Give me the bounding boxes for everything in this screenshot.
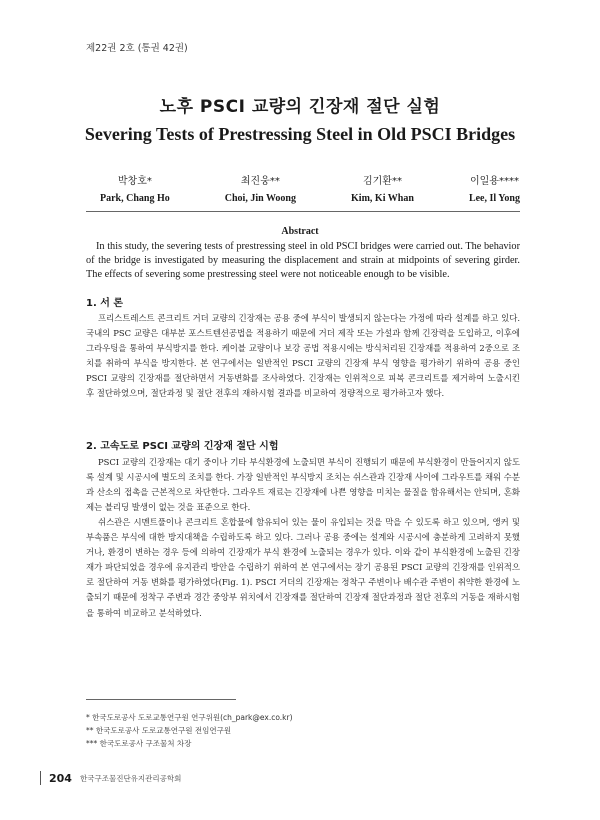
author-name-english: Lee, Il Yong: [468, 193, 520, 204]
author-name-korean: 이일용****: [469, 176, 519, 187]
section-paragraph: 프리스트레스트 콘크리트 거더 교량의 긴장재는 공용 중에 부식이 발생되지 않는다는 가정에 따라 설계를 하고 있다. 국내의 PSC 교량은 대부분 포스트텐션공법을 적용하기 때문에 거더 제작 또는 가설과 함께 긴장력을 도입하고, 이후에 그라우팅을 통하여 부식방지를 한다. 케이블 교량이나 보강 공법 적용시에는 방식처리된 긴장재를 적용하여 2중으로 조치를 취하여 부식을 방지한다. 본 연구에서는 일반적인 PSCI 교량의 긴장재 부식 영향을 평가하기 위하여 공용 중인 PSCI 교량의 긴장재를 절단하면서 거동변화를 조사하였다. 긴장재는 인위적으로 피복 콘크리트를 제거하여 노출시킨 후 절단하였으며, 절단과정 및 절단 전후의 재하시험 결과를 비교하여 정량적으로 평가하고자 했다.: [86, 313, 520, 399]
footnote: *** 한국도로공사 구조물처 차장: [86, 739, 192, 748]
author-2: [225, 172, 296, 204]
section-heading-introduction: 1. 서 론: [86, 298, 124, 309]
page-number: 204: [49, 771, 72, 785]
page-footer: [40, 771, 181, 785]
author-name-korean: 최진웅**: [240, 176, 280, 187]
footer-bar: [40, 771, 41, 785]
section-paragraph: PSCI 교량의 긴장재는 대기 중이나 기타 부식환경에 노출되면 부식이 진행되기 때문에 부식환경이 만들어지지 않도록 설계 및 시공시에 별도의 조치를 한다. 가장 일반적인 부식방지 조치는 쉬스관과 긴장재 사이에 그라우트를 채워 수분과 산소의 접촉을 근본적으로 차단한다. 그라우트 재료는 긴장재에 나쁜 영향을 미치는 물질을 함유해서는 안되며, 혼화제는 블리딩 발생이 없는 것을 표준으로 한다.: [86, 457, 520, 513]
volume-header: 제22권 2호 (통권 42권): [86, 43, 188, 54]
abstract-text: In this study, the severing tests of prestressing steel in old PSCI bridges were carried out. The behavior of the bridge is investigated by measuring the displacement and strain at midpoints of severing girder. The effects of severing some prestressing steel were not noticeable enough to be visible.: [86, 241, 520, 280]
journal-name: 한국구조물진단유지관리공학회: [79, 773, 182, 783]
section-heading-severing-test: 2. 고속도로 PSCI 교량의 긴장재 절단 시험: [86, 441, 279, 452]
author-4: [469, 172, 520, 204]
abstract-heading: Abstract: [281, 226, 319, 237]
author-list: [100, 172, 520, 204]
footnote: * 한국도로공사 도로교통연구원 연구위원(ch_park@ex.co.kr): [86, 713, 293, 722]
divider: [86, 211, 520, 212]
footnote-divider: [86, 699, 236, 700]
author-name-korean: 박창호*: [117, 176, 152, 187]
footnote: ** 한국도로공사 도로교통연구원 전임연구원: [86, 726, 232, 735]
author-1: [100, 172, 170, 204]
author-name-english: Park, Chang Ho: [100, 193, 170, 204]
author-3: [351, 172, 414, 204]
title-english: Severing Tests of Prestressing Steel in Old PSCI Bridges: [84, 124, 516, 144]
author-name-english: Kim, Ki Whan: [351, 193, 414, 204]
author-name-english: Choi, Jin Woong: [224, 193, 296, 204]
author-name-korean: 김기환**: [362, 176, 402, 187]
title-korean: 노후 PSCI 교량의 긴장재 절단 실험: [159, 97, 441, 117]
footnotes: [86, 711, 520, 750]
section-paragraph: 쉬스관은 시멘트풀이나 콘크리트 혼합물에 함유되어 있는 물이 유입되는 것을 막을 수 있도록 하고 있으며, 앵커 및 부속품은 부식에 대한 방지대책을 수립하도록 하고 있다. 그러나 공용 중에는 설계와 시공시에 충분하게 고려하지 못했거나, 환경이 변하는 경우 등에 의하여 긴장재가 부식 환경에 노출되는 경우가 있다. 이와 같이 부식환경에 노출된 긴장재가 파단되었을 경우에 유지관리 방안을 수립하기 위하여 본 연구에서는 장기 공용된 PSCI 교량의 긴장재를 인위적으로 절단하여 거동 변화를 평가하였다(Fig. 1). PSCI 거더의 긴장재는 정착구 주변이나 배수관 주변이 취약한 환경에 노출되기 때문에 정착구 주변과 경간 중앙부 위치에서 긴장재를 절단하여 긴장재 절단과정과 절단 전후의 거동을 재하시험을 통하여 비교하고 분석하였다.: [86, 517, 520, 618]
